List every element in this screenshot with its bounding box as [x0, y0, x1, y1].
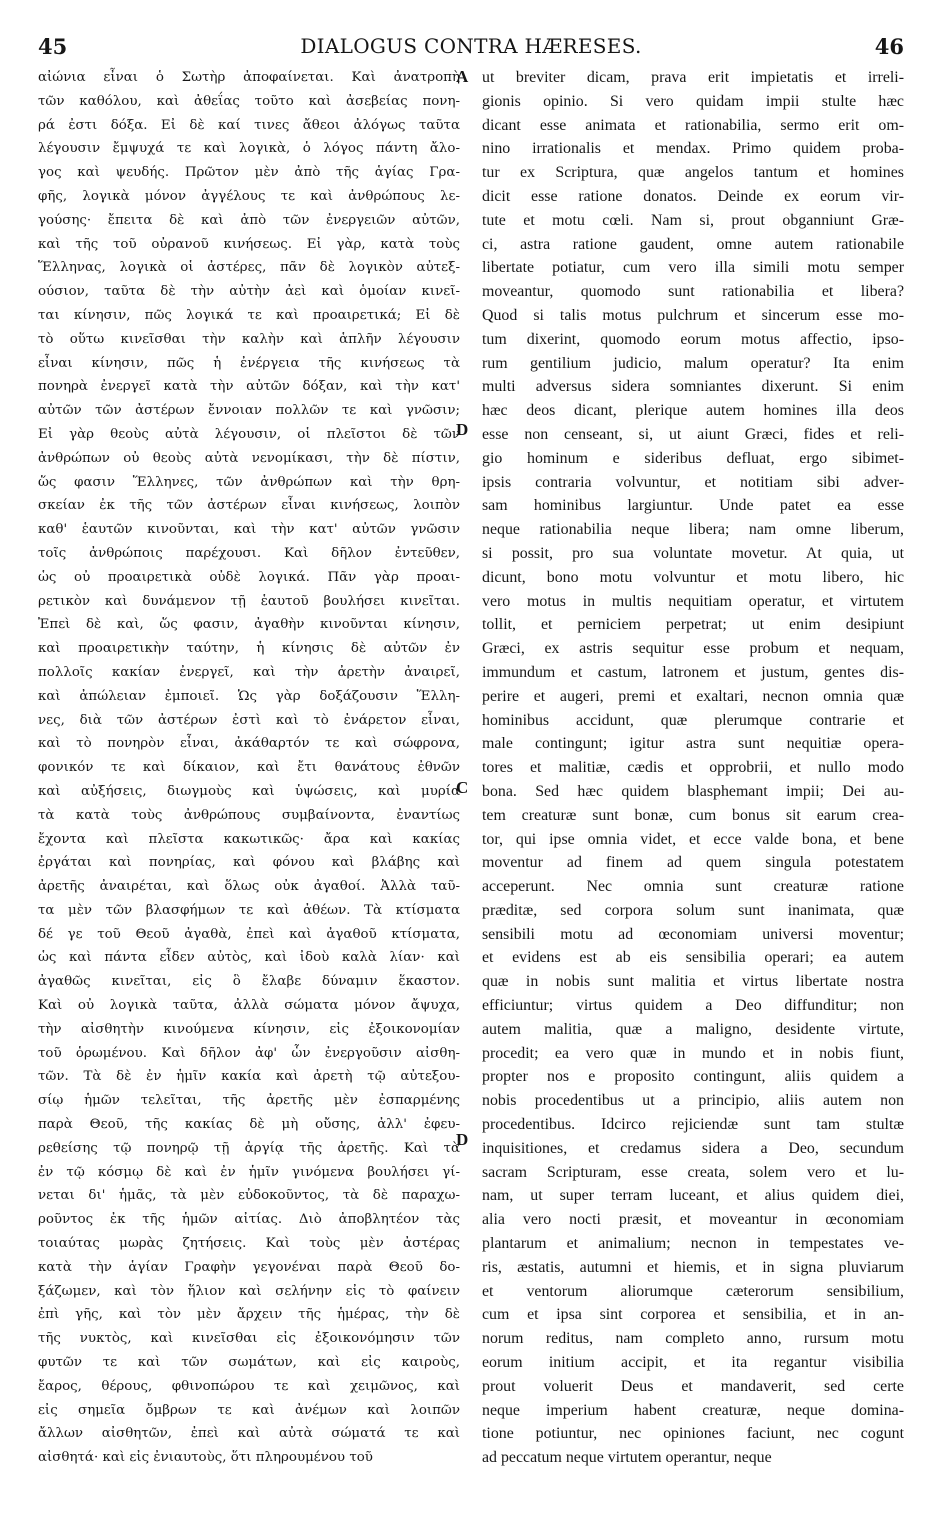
latin-text-line: præditæ, sed corpora solum sunt inanimata, quæ: [482, 901, 904, 919]
latin-text-line: nobis procedentibus ut a principio, aliis autem non: [482, 1092, 904, 1110]
greek-text-line: ὡς οὐ προαιρετικὰ οὐδὲ λογικά. Πᾶν γὰρ προαι-: [38, 569, 460, 585]
greek-text-line: τὰ κατὰ τοὺς ἀνθρώπους συμβαίνοντα, ἐναντίως: [38, 807, 460, 823]
running-title: DIALOGUS CONTRA HÆRESES.: [300, 34, 642, 58]
greek-text-line: καὶ τὸ πονηρὸν εἶναι, ἀκάθαρτόν τε καὶ σώφρονα,: [38, 736, 460, 752]
latin-text-line: si possit, pro sua voluntate movetur. At quia, ut: [482, 544, 904, 562]
greek-text-line: τῆς νυκτὸς, καὶ κινεῖσθαι εἰς ἐξοικονόμησιν τῶν: [38, 1331, 460, 1347]
latin-text-line: sensibili motu ad œconomiam universi moventur;: [482, 925, 904, 943]
latin-text-line: moventur ad finem ad quem singula potestatem: [482, 854, 904, 872]
greek-text-line: ται κίνησιν, πῶς λογικά τε καὶ προαιρετικά; Εἰ δὲ: [38, 307, 460, 323]
greek-text-line: καὶ ἀπώλειαν ἐμποιεῖ. Ὡς γὰρ δοξάζουσιν Ἕλλη-: [38, 688, 460, 704]
latin-text-line: male contingunt; igitur astra sunt nequitiæ opera-: [482, 735, 904, 753]
latin-text-line: ci, astra ratione gaudent, omne autem rationabile: [482, 235, 904, 253]
greek-text-line: ρεθείσης τῷ πονηρῷ τῇ ἀργίᾳ τῆς ἀρετῆς. Καὶ τὰ: [38, 1140, 460, 1156]
greek-text-line: ὡς καὶ πάντα εἶδεν αὐτὸς, καὶ ἰδοὺ καλὰ λίαν· καὶ: [38, 950, 460, 966]
latin-text-line: procedentibus. Idcirco rejiciendæ sunt tam stultæ: [482, 1116, 904, 1134]
latin-column: [482, 66, 904, 1470]
latin-text-line: gio hominum e sideribus defluat, ergo sibimet-: [482, 449, 904, 467]
greek-text-line: καὶ αὐξήσεις, διωγμοὺς καὶ ὑψώσεις, καὶ μυρία: [38, 783, 460, 799]
greek-text-line: εἰς σημεῖα ὄμβρων τε καὶ ἀνέμων καὶ λοιπῶν: [38, 1402, 460, 1418]
page-header: [38, 34, 904, 64]
page-number-right: 46: [874, 34, 904, 59]
latin-text-line: ipsis contraria volvuntur, et notitiam sibi adver-: [482, 473, 904, 491]
greek-text-line: ρετικὸν καὶ δυνάμενον τῇ ἑαυτοῦ βουλήσει κινεῖται.: [38, 593, 460, 609]
latin-text-line: moveantur, quomodo sunt rationabilia et libera?: [482, 283, 904, 301]
latin-text-line: tores et malitiæ, cædis et opprobrii, et nullo modo: [482, 759, 904, 777]
latin-text-line: tum dixerint, quomodo eorum motus affectio, ipso-: [482, 330, 904, 348]
latin-text-line: Quod si talis motus pulchrum et sincerum esse mo-: [482, 306, 904, 324]
greek-text-line: ἄλλων αἰσθητῶν, ἐπεὶ καὶ αὐτὰ σώματά τε καὶ: [38, 1426, 460, 1442]
greek-text-line: τῶν καθόλου, καὶ ἀθεΐας τοῦτο καὶ ἀσεβείας πονη-: [38, 93, 460, 109]
latin-text-line: libertate potiatur, cum vero illa simili motu semper: [482, 259, 904, 277]
greek-text-line: λέγουσιν ἔμψυχά τε καὶ λογικὰ, ὁ λόγος πάντη ἄλο-: [38, 141, 460, 157]
latin-text-line: neque imperium habent creaturæ, neque domina-: [482, 1401, 904, 1419]
latin-text-line: procedit; ea vero quæ in mundo et in nobis fiunt,: [482, 1044, 904, 1062]
latin-text-line: et ventorum aliorumque cæterorum sensibilium,: [482, 1282, 904, 1300]
greek-text-line: Εἰ γὰρ θεοὺς αὐτὰ λέγουσιν, οἱ πλεῖστοι δὲ τῶν: [38, 426, 460, 442]
greek-text-line: πονηρὰ ἐνεργεῖ κατὰ τὴν αὐτῶν δόξαν, καὶ τὴν κατ': [38, 379, 460, 395]
greek-text-line: σίῳ ἡμῶν τελεῖται, τῆς ἀρετῆς μὲν ἐσπαρμένης: [38, 1093, 460, 1109]
latin-text-line: dicant esse animata et rationabilia, sermo erit om-: [482, 116, 904, 134]
latin-text-line: inquisitiones, et credamus sidera a Deo, secundum: [482, 1139, 904, 1157]
greek-text-line: ἔαρος, θέρους, φθινοπώρου τε καὶ χειμῶνος, καὶ: [38, 1378, 460, 1394]
greek-text-line: αἰώνια εἶναι ὁ Σωτὴρ ἀποφαίνεται. Καὶ ἀνατροπὴ: [38, 70, 460, 85]
greek-text-line: νεται δι' ἡμᾶς, τὰ μὲν εὐδοκοῦντος, τὰ δὲ παραχω-: [38, 1188, 460, 1204]
greek-text-line: Ἐπεὶ δὲ καὶ, ὥς φασιν, ἀγαθὴν κινοῦνται κίνησιν,: [38, 617, 460, 633]
latin-text-line: nino irrationalis et mendax. Primo quidem proba-: [482, 140, 904, 158]
greek-text-line: καὶ τῆς τοῦ οὐρανοῦ κινήσεως. Εἰ γὰρ, κατὰ τοὺς: [38, 236, 460, 252]
latin-text-line: nam, ut super terram luceant, et alius quidem diei,: [482, 1187, 904, 1205]
greek-text-line: αἰσθητά· καὶ εἰς ἐνιαυτοὺς, ὅτι πληρουμένου τοῦ: [38, 1450, 373, 1466]
latin-text-line: acceperunt. Nec omnia sunt creaturæ ratione: [482, 878, 904, 896]
greek-text-line: νες, διὰ τῶν ἀστέρων ἐστὶ καὶ τὸ ἐνάρετον εἶναι,: [38, 712, 460, 728]
latin-text-line: immundum et castum, latronem et justum, gentes dis-: [482, 663, 904, 681]
greek-text-line: αὐτῶν τῶν ἀστέρων ἔννοιαν πολλῶν τε καὶ γνῶσιν;: [38, 403, 460, 419]
greek-text-line: ἐπὶ γῆς, καὶ τὸν μὲν ἄρχειν τῆς ἡμέρας, τὴν δὲ: [38, 1307, 460, 1323]
latin-text-line: dicunt, bono motu volvuntur et motu libero, hic: [482, 568, 904, 586]
greek-text-line: δέ γε τοῦ Θεοῦ ἀγαθὰ, ἐπεὶ καὶ ἀγαθοῦ κτίσματα,: [38, 926, 460, 942]
greek-text-line: φῆς, λογικὰ μόνον ἀγγέλους τε καὶ ἀνθρώπους λε-: [38, 188, 460, 204]
latin-text-line: norum reditus, nam completo anno, rursum motu: [482, 1330, 904, 1348]
greek-text-line: κατὰ τὴν ἁγίαν Γραφὴν γεγονέναι παρὰ Θεοῦ δο-: [38, 1259, 460, 1275]
latin-text-line: bona. Sed hæc quidem blasphemant impii; Dei au-: [482, 782, 904, 800]
greek-text-line: τοιαύτας μωρὰς ζητήσεις. Καὶ τοὺς μὲν ἀστέρας: [38, 1236, 460, 1252]
greek-text-line: ούσιον, ταῦτα δὲ τὴν αὐτὴν ἀεὶ καὶ ὁμοίαν κινεῖ-: [38, 284, 460, 300]
latin-text-line: propter nos e proposito contingunt, aliis quidem a: [482, 1068, 904, 1086]
greek-text-line: φυτῶν τε καὶ τῶν σωμάτων, καὶ εἰς καιροὺς,: [38, 1355, 460, 1371]
greek-text-line: ἐν τῷ κόσμῳ δὲ καὶ ἐν ἡμῖν γινόμενα βουλήσει γί-: [38, 1164, 460, 1180]
latin-text-line: hæc deos dicant, plerique autem homines illa deos: [482, 402, 904, 420]
latin-text-line: perire et augeri, premi et exaltari, necnon omnia quæ: [482, 687, 904, 705]
latin-text-line: tem creaturæ sunt bonæ, cum bonus sit earum crea-: [482, 806, 904, 824]
latin-text-line: neque rationabilia neque libera; nam omne liberum,: [482, 521, 904, 539]
greek-text-line: ἀγαθῶς κινεῖται, εἰς ὃ ἔλαβε δύναμιν ἕκαστον.: [38, 974, 460, 990]
greek-text-line: τοῦ ὁρωμένου. Καὶ δῆλον ἀφ' ὧν ἐνεργοῦσιν αἰσθη-: [38, 1045, 460, 1061]
latin-text-line: multi adversus sidera somniantes dixerunt. Si enim: [482, 378, 904, 396]
greek-text-line: ρά ἐστι δόξα. Εἰ δὲ καί τινες ἄθεοι ἀλόγως ταῦτα: [38, 117, 460, 133]
latin-text-line: tute et motu cœli. Nam si, prout obganniunt Græ-: [482, 211, 904, 229]
greek-column: [38, 66, 460, 1470]
greek-text-line: τὸ οὕτω κινεῖσθαι τὴν καλὴν καὶ ἁπλῆν λέγουσιν: [38, 331, 460, 347]
greek-text-line: γος καὶ ψευδής. Πρῶτον μὲν ἀπὸ τῆς ἁγίας Γρα-: [38, 165, 460, 181]
greek-text-line: εἶναι κίνησιν, πῶς ἡ ἐνέργεια τῆς κινήσεως τὰ: [38, 355, 460, 371]
greek-text-line: ἔχοντα καὶ πλεῖστα κακωτικῶς· ἄρα καὶ κακίας: [38, 831, 460, 847]
latin-text-line: tor, qui ipse omnia videt, et ecce valde bona, et bene: [482, 830, 904, 848]
latin-text-line: et evidens est ab eis sensibilia operari; ea autem: [482, 949, 904, 967]
latin-text-line: cum et ipsa sint corporea et sensibilia, et in an-: [482, 1306, 904, 1324]
greek-text-line: Καὶ οὐ λογικὰ ταῦτα, ἀλλὰ σώματα μόνον ἄψυχα,: [38, 998, 460, 1014]
greek-text-line: καθ' ἑαυτῶν κινοῦνται, καὶ τὴν κατ' αὐτῶν γνῶσιν: [38, 522, 460, 538]
latin-text-line: tione potiuntur, nec opiniones faciunt, nec cogunt: [482, 1425, 904, 1443]
latin-text-line: Græci, ex astris sequitur esse probum et nequam,: [482, 640, 904, 658]
latin-text-line: sam hominibus largiuntur. Unde patet ea esse: [482, 497, 904, 515]
page-number-left: 45: [38, 34, 68, 59]
greek-text-line: ἐργάται καὶ πονηρίας, καὶ φόνου καὶ βλάβης καὶ: [38, 855, 460, 871]
latin-text-line: efficiuntur; virtus quidem a Deo diffunditur; non: [482, 997, 904, 1015]
greek-text-line: τῶν. Τὰ δὲ ἐν ἡμῖν κακία καὶ ἀρετὴ τῷ αὐτεξου-: [38, 1069, 460, 1085]
latin-text-line: plantarum et animalium; necnon in tempestates ve-: [482, 1235, 904, 1253]
latin-text-line: gionis opinio. Si vero quidam impii stulte hæc: [482, 92, 904, 110]
greek-text-line: παρὰ Θεοῦ, τῆς κακίας δὲ μὴ οὔσης, ἀλλ' ἐφευ-: [38, 1117, 460, 1133]
greek-text-line: γούσης· ἔπειτα δὲ καὶ ἀπὸ τῶν ἐνεργειῶν αὐτῶν,: [38, 212, 460, 228]
latin-text-line: alia vero nocti præsit, et moveantur in œconomiam: [482, 1211, 904, 1229]
latin-text-line: ut breviter dicam, prava erit impietatis et irreli-: [482, 69, 904, 86]
greek-text-line: Ἕλληνας, λογικὰ οἱ ἀστέρες, πᾶν δὲ λογικὸν αὐτεξ-: [38, 260, 460, 276]
margin-letter-d: D: [456, 420, 469, 439]
greek-text-line: ἀνθρώπων οὐ θεοὺς αὐτὰ νενομίκασι, τὴν δὲ πίστιν,: [38, 450, 460, 466]
greek-text-line: τα μὲν τῶν βλασφήμων τε καὶ ἀθέων. Τὰ κτίσματα: [38, 902, 460, 918]
greek-text-line: πολλοῖς κακίαν ἐνεργεῖ, καὶ τὴν ἀρετὴν ἀναιρεῖ,: [38, 664, 460, 680]
latin-text-line: autem malitia, quæ a maligno, desidente virtute,: [482, 1020, 904, 1038]
latin-text-line: esse non censeant, si, ut aiunt Græci, fides et reli-: [482, 425, 904, 443]
latin-text-line: sacram Scripturam, esse creata, solem vero et lu-: [482, 1163, 904, 1181]
greek-text-line: τοῖς ἀνθρώποις παρέχουσι. Καὶ δῆλον ἐντεῦθεν,: [38, 545, 460, 561]
margin-letter-d-lower: D: [456, 1130, 469, 1149]
latin-text-line: ris, æstatis, autumni et hiemis, et in signa pluviarum: [482, 1258, 904, 1276]
latin-text-line: tollit, et perniciem perpetrat; ut enim desipiunt: [482, 616, 904, 634]
latin-text-line: dicit esse ratione donatos. Deinde ex eorum vir-: [482, 187, 904, 205]
latin-text-line: hominibus accidunt, quæ plerumque contrarie et: [482, 711, 904, 729]
latin-text-line: ad peccatum neque virtutem operantur, neque: [482, 1449, 772, 1467]
greek-text-line: ὥς φασιν Ἕλληνες, τῶν ἀνθρώπων καὶ τὴν θρη-: [38, 474, 460, 490]
greek-text-line: τὴν αἰσθητὴν κινούμενα κίνησιν, εἰς ἐξοικονομίαν: [38, 1021, 460, 1037]
latin-text-line: quæ in nobis sunt malitia et virtus libertate nostra: [482, 973, 904, 991]
latin-text-line: vero motus in multis nequitiam operatur, et virtutem: [482, 592, 904, 610]
latin-text-line: prout voluerit Deus et mandaverit, sed certe: [482, 1377, 904, 1395]
greek-text-line: φονικόν τε καὶ δίκαιον, καὶ ἔτι θανάτους ἐθνῶν: [38, 760, 460, 776]
greek-text-line: ἀρετῆς ἀναιρέται, καὶ ὅλως οὐκ ἀγαθοί. Ἀλλὰ ταῦ-: [38, 879, 460, 895]
margin-letter-c: C: [456, 778, 469, 797]
margin-letter-a: A: [456, 67, 469, 86]
greek-text-line: ξάζωμεν, καὶ τὸν ἥλιον καὶ σελήνην εἰς τὸ φαίνειν: [38, 1283, 460, 1299]
latin-text-line: eorum initium accipit, et ita regantur visibilia: [482, 1354, 904, 1372]
greek-text-line: καὶ προαιρετικὴν ταύτην, ἡ κίνησις δὲ αὐτῶν ἐν: [38, 641, 460, 657]
latin-text-line: rum gentilium judicio, malum operatur? Ita enim: [482, 354, 904, 372]
greek-text-line: ροῦντος ἐκ τῆς ἡμῶν αἰτίας. Διὸ ἀποβλητέον τὰς: [38, 1212, 460, 1228]
greek-text-line: σκείαν ἐκ τῆς τῶν ἀστέρων εἶναι κινήσεως, λοιπὸν: [38, 498, 460, 514]
latin-text-line: tur ex Scriptura, quæ angelos tantum et homines: [482, 164, 904, 182]
